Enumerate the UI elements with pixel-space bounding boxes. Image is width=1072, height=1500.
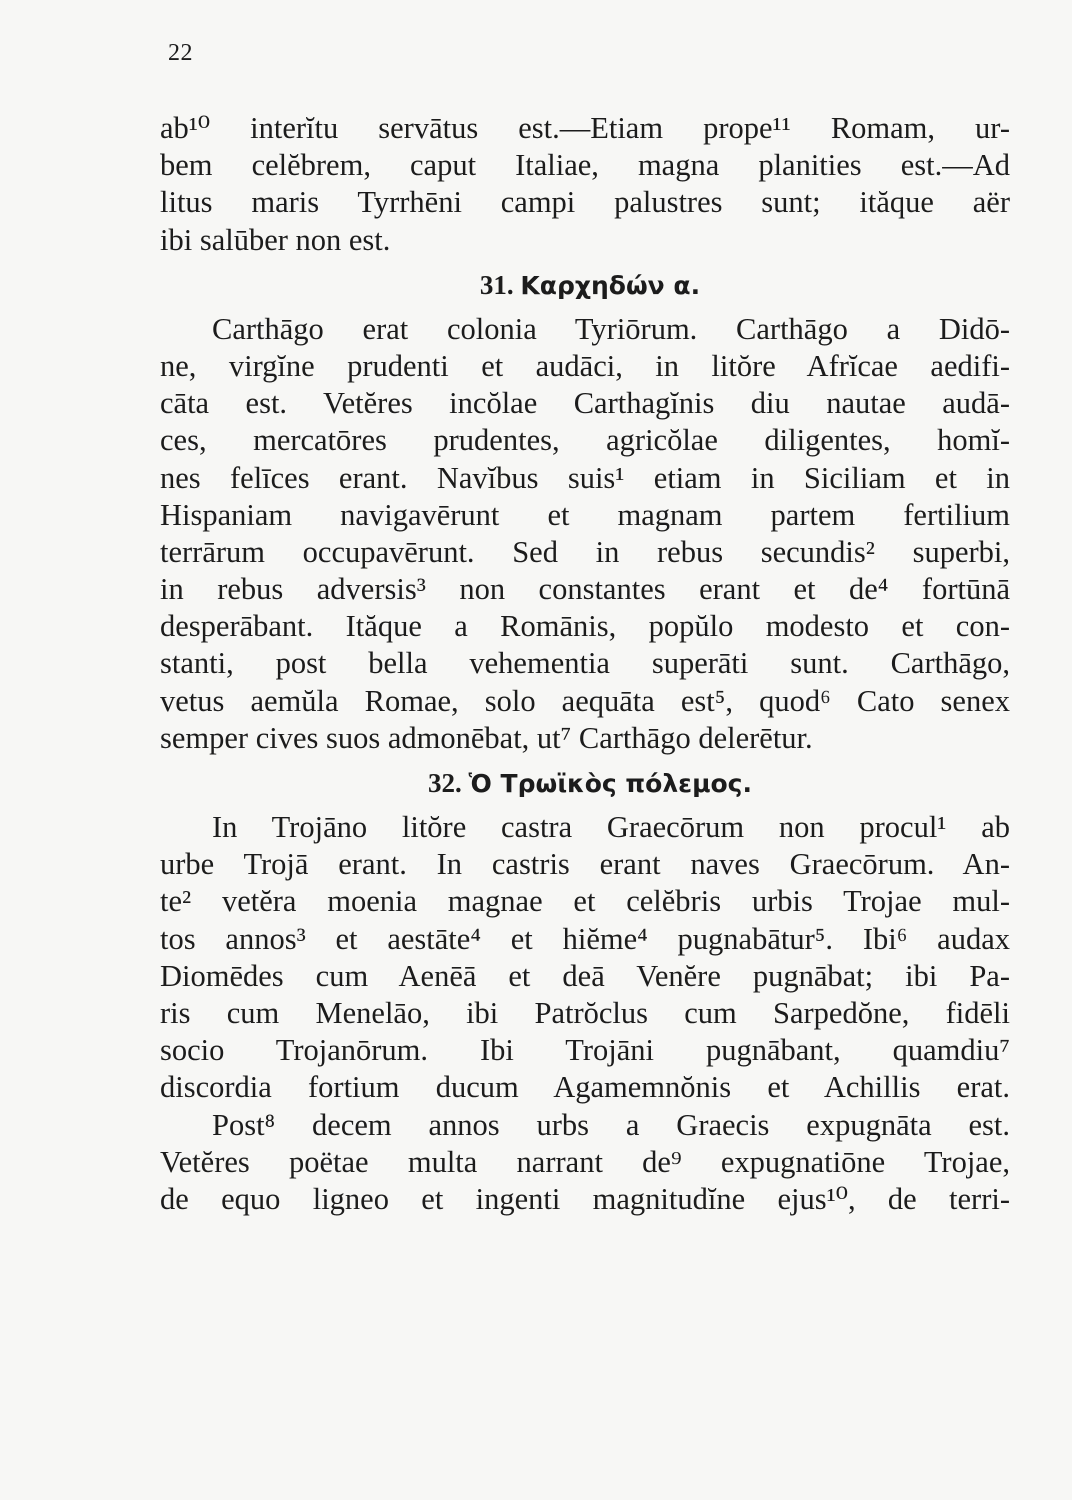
page-body xyxy=(160,110,1010,1218)
text-line: In Trojāno litŏre castra Graecōrum non procul¹ ab xyxy=(212,810,1010,844)
text-line: ab¹⁰ interĭtu servātus est.—Etiam prope¹¹ Romam, ur- xyxy=(160,111,1010,145)
text-line: ris cum Menelāo, ibi Patrŏclus cum Sarpedŏne, fidēli xyxy=(160,995,1010,1030)
text-line: urbe Trojā erant. In castris erant naves Graecōrum. An- xyxy=(160,847,1010,882)
section-number: 31. xyxy=(479,269,514,300)
text-line: discordia fortium ducum Agamemnŏnis et Achillis erat. xyxy=(160,1070,1010,1105)
text-line: desperābant. Ităque a Romānis, popŭlo modesto et con- xyxy=(160,609,1010,644)
text-line: vetus aemŭla Romae, solo aequāta est⁵, quod⁶ Cato senex xyxy=(160,683,1010,718)
text-line: Carthāgo erat colonia Tyriōrum. Carthāgo a Didō- xyxy=(212,311,1010,346)
section-title: Ὁ Τρωϊκὸς πόλεμος. xyxy=(468,769,752,798)
section-heading-31 xyxy=(160,259,1010,311)
section-heading-32 xyxy=(160,757,1010,809)
text-line: terrārum occupavērunt. Sed in rebus secundis² superbi, xyxy=(160,534,1010,569)
text-line: semper cives suos admonēbat, ut⁷ Carthāgo delerētur. xyxy=(160,720,813,755)
text-line: in rebus adversis³ non constantes erant et de⁴ fortūnā xyxy=(160,572,1010,607)
text-line: bem celĕbrem, caput Italiae, magna planities est.—Ad xyxy=(160,148,1010,183)
text-line: ibi salūber non est. xyxy=(160,222,391,257)
text-line: Diomēdes cum Aenēā et deā Venĕre pugnābat; ibi Pa- xyxy=(160,958,1010,993)
text-line: te² vetĕra moenia magnae et celĕbris urbis Trojae mul- xyxy=(160,884,1010,919)
text-line: stanti, post bella vehementia superāti sunt. Carthāgo, xyxy=(160,646,1010,681)
page-number: 22 xyxy=(168,40,193,66)
section-title: Καρχηδών α. xyxy=(520,270,701,300)
text-line: tos annos³ et aestāte⁴ et hiĕme⁴ pugnabātur⁵. Ibi⁶ audax xyxy=(160,921,1010,956)
text-line: Vetĕres poëtae multa narrant de⁹ expugnatiōne Trojae, xyxy=(160,1144,1010,1179)
text-line: litus maris Tyrrhēni campi palustres sunt; ităque aër xyxy=(160,185,1010,220)
text-line: socio Trojanōrum. Ibi Trojāni pugnābant, quamdiu⁷ xyxy=(160,1033,1010,1068)
text-line: de equo ligneo et ingenti magnitudĭne ejus¹⁰, de terri- xyxy=(160,1181,1010,1216)
text-line: ces, mercatōres prudentes, agricŏlae diligentes, homĭ- xyxy=(160,423,1010,458)
text-line: Post⁸ decem annos urbs a Graecis expugnāta est. xyxy=(212,1107,1010,1142)
text-line: ne, virgĭne prudenti et audāci, in litŏre Afrĭcae aedifi- xyxy=(160,348,1010,383)
text-line: nes felīces erant. Navĭbus suis¹ etiam in Siciliam et in xyxy=(160,460,1010,495)
text-line: Hispaniam navigavērunt et magnam partem fertilium xyxy=(160,497,1010,532)
text-line: cāta est. Vetĕres incŏlae Carthagĭnis diu nautae audā- xyxy=(160,386,1010,421)
section-number: 32. xyxy=(428,768,462,798)
